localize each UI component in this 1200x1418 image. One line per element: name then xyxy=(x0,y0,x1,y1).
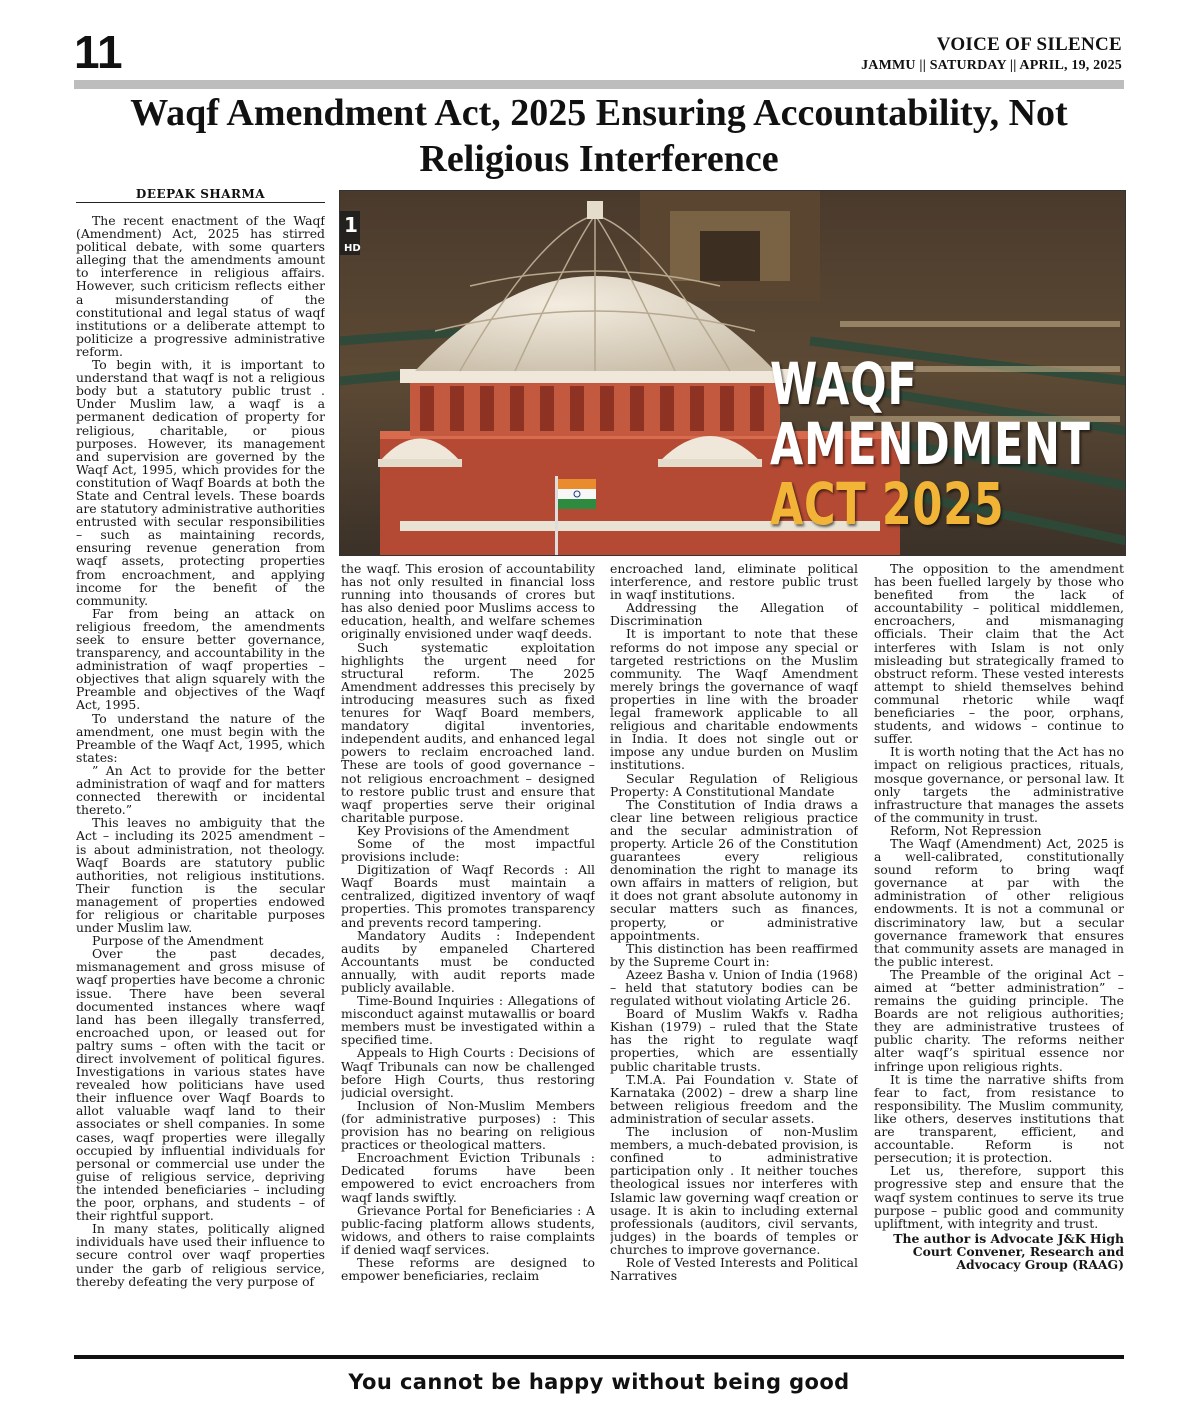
channel-badge-number: 1 xyxy=(344,213,358,237)
case-item: Azeez Basha v. Union of India (1968) – held that statutory bodies can be regulated without violating Article 26. xyxy=(610,966,858,1009)
photo-text-line2: AMENDMENT xyxy=(770,410,1091,478)
paragraph: It is time the narrative shifts from fear to fact, from resistance to responsibility. The Muslim community, like others, deserves institutions that are transparent, efficient, and accountable. Reform is not persecution; it is protection. xyxy=(874,1071,1124,1166)
photo-caption-overlay xyxy=(770,350,1126,538)
provision-item: Appeals to High Courts : Decisions of Waqf Tribunals can now be challenged before High Courts, thus restoring judicial oversight. xyxy=(341,1045,595,1100)
paragraph: The inclusion of non-Muslim members, a much-debated provision, is confined to administrative participation only . It neither touches theological issues nor interferes with Islamic law governing waqf creation or usage. It is akin to including external professionals (auditors, civil servants, judges) in the boards of temples or churches to improve governance. xyxy=(610,1124,858,1257)
channel-badge xyxy=(344,213,361,254)
paragraph-continued: the waqf. This erosion of accountability has not only resulted in financial loss running into thousands of crores but has also denied poor Muslims access to education, health, and welfare schemes originally envisioned under waqf deeds. xyxy=(341,562,595,642)
bottom-rule xyxy=(74,1355,1124,1359)
byline: DEEPAK SHARMA xyxy=(135,187,266,201)
paragraph: This leaves no ambiguity that the Act – including its 2025 amendment – is about administration, not theology. Waqf Boards are statutory public authorities, not religious institutions. Their function is the secular management of properties endowed for religious or charitable purposes under Muslim law. xyxy=(76,815,325,936)
page-number: 11 xyxy=(74,26,123,78)
article-column-1 xyxy=(76,214,325,1344)
byline-rule xyxy=(76,202,325,203)
paragraph: In many states, politically aligned individuals have used their influence to secure control over waqf properties under the garb of religious service, thereby defeating the very purpose of xyxy=(76,1221,325,1289)
case-item: T.M.A. Pai Foundation v. State of Karnataka (2002) – drew a sharp line between religious freedom and the administration of secular assets. xyxy=(610,1071,858,1126)
headline-line2: Religious Interference xyxy=(419,138,779,180)
paragraph: It is worth noting that the Act has no impact on religious practices, rituals, mosque governance, or personal law. It only targets the administrative infrastructure that manages the assets of the community in trust. xyxy=(874,744,1124,825)
article-photo xyxy=(339,190,1126,556)
paragraph: It is important to note that these reforms do not impose any special or targeted restrictions on the Muslim community. The Waqf Amendment merely brings the governance of waqf properties in line with the broader legal framework applicable to all religious and charitable endowments in India. It does not single out or impose any undue burden on Muslim institutions. xyxy=(610,626,858,773)
paragraph: The Waqf (Amendment) Act, 2025 is a well-calibrated, constitutionally sound reform to bring waqf governance at par with the administration of other religious endowments. It is not a communal or discriminatory law, but a secular governance framework that ensures that community assets are managed in the public interest. xyxy=(874,835,1124,969)
paragraph: To understand the nature of the amendment, one must begin with the Preamble of the Waqf Act, 1995, which states: xyxy=(76,710,325,765)
paragraph: The Constitution of India draws a clear line between religious practice and the secular administration of property. Article 26 of the Constitution guarantees every religious denomination the right to manage its own affairs in matters of religion, but it does not grant absolute autonomy in secular matters such as finances, property, or administrative appointments. xyxy=(610,796,858,943)
paragraph: The recent enactment of the Waqf (Amendment) Act, 2025 has stirred political debate, with some quarters alleging that the amendments amount to interference in religious affairs. However, such criticism reflects either a misunderstanding of the constitutional and legal status of waqf institutions or a deliberate attempt to politicize a progressive administrative reform. xyxy=(76,214,325,359)
paragraph: The Preamble of the original Act – aimed at “better administration” – remains the guiding principle. The Boards are not religious authorities; they are administrative trustees of public charity. The reforms neither alter waqf’s spiritual essence nor infringe upon religious rights. xyxy=(874,966,1124,1074)
subheading: Role of Vested Interests and Political Narratives xyxy=(610,1254,858,1284)
footer-motto: You cannot be happy without being good xyxy=(348,1370,850,1394)
photo-text-line3: ACT 2025 xyxy=(770,470,1005,538)
dateline: JAMMU || SATURDAY || APRIL, 19, 2025 xyxy=(861,58,1122,73)
subheading: Secular Regulation of Religious Property: A Constitutional Mandate xyxy=(610,770,858,799)
subheading: Addressing the Allegation of Discrimination xyxy=(610,600,858,629)
provision-item: Encroachment Eviction Tribunals : Dedicated forums have been empowered to evict encroachers from waqf lands swiftly. xyxy=(341,1150,595,1205)
paragraph: The opposition to the amendment has been fuelled largely by those who benefited from the lack of accountability – political middlemen, encroachers, and mismanaging officials. Their claim that the Act interferes with Islam is not only misleading but strategically framed to obstruct reform. These vested interests attempt to shield themselves behind communal rhetoric while waqf beneficiaries – the poor, orphans, students, and widows – continue to suffer. xyxy=(874,562,1124,747)
article-column-3 xyxy=(610,562,858,1344)
channel-badge-hd: HD xyxy=(344,243,361,254)
subheading: Purpose of the Amendment xyxy=(92,933,264,949)
headline-line1: Waqf Amendment Act, 2025 Ensuring Accountability, Not xyxy=(130,92,1068,134)
headline xyxy=(74,90,1124,182)
paragraph: Some of the most impactful provisions include: xyxy=(341,835,595,865)
newspaper-name: VOICE OF SILENCE xyxy=(936,34,1122,55)
paragraph: Such systematic exploitation highlights the urgent need for structural reform. The 2025 Amendment addresses this precisely by introducing measures such as fixed tenures for Waqf Board members, mandatory digital inventories, independent audits, and enhanced legal powers to reclaim encroached land. These are tools of good governance – not religious encroachment – designed to restore public trust and ensure that waqf properties serve their original charitable purpose. xyxy=(341,639,595,825)
photo-text-line1: WAQF xyxy=(770,350,918,418)
quote: ” An Act to provide for the better administration of waqf and for matters connected therewith or incidental thereto.” xyxy=(76,762,325,818)
paragraph-continued: encroached land, eliminate political interference, and restore public trust in waqf institutions. xyxy=(610,562,858,603)
paragraph: Far from being an attack on religious freedom, the amendments seek to ensure better governance, transparency, and accountability in the administration of waqf properties – objectives that align squarely with the Preamble and objectives of the Waqf Act, 1995. xyxy=(76,605,325,713)
author-credit: The author is Advocate J&K High Court Convener, Research and Advocacy Group (RAAG) xyxy=(893,1230,1124,1272)
article-column-4 xyxy=(874,562,1124,1344)
paragraph: These reforms are designed to empower beneficiaries, reclaim xyxy=(341,1254,595,1284)
provision-item: Grievance Portal for Beneficiaries : A public-facing platform allows students, widows, and others to raise complaints if denied waqf services. xyxy=(341,1202,595,1257)
top-rule xyxy=(74,80,1124,89)
paragraph: Let us, therefore, support this progressive step and ensure that the waqf system continues to serve its true purpose – public good and community upliftment, with integrity and trust. xyxy=(874,1163,1124,1231)
article-column-2 xyxy=(341,562,595,1344)
paragraph: This distinction has been reaffirmed by the Supreme Court in: xyxy=(610,940,858,969)
subheading: Reform, Not Repression xyxy=(890,822,1042,838)
subheading: Key Provisions of the Amendment xyxy=(357,822,570,838)
paragraph: To begin with, it is important to understand that waqf is not a religious body but a statutory public trust . Under Muslim law, a waqf is a permanent dedication of property for religious, charitable, or pious purposes. However, its management and supervision are governed by the Waqf Act, 1995, which provides for the constitution of Waqf Boards at both the State and Central levels. These boards are statutory administrative authorities entrusted with secular responsibilities – such as maintaining records, ensuring revenue generation from waqf assets, protecting properties from encroachment, and applying income for the benefit of the community. xyxy=(76,357,325,608)
paragraph: Over the past decades, mismanagement and gross misuse of waqf properties have become a chronic issue. There have been several documented instances where waqf land has been illegally transferred, encroached upon, or leased out for paltry sums – often with the tacit or direct involvement of political figures. Investigations in various states have revealed how politicians have used their influence over Waqf Boards to allot valuable waqf land to their associates or shell companies. In some cases, waqf properties were illegally occupied by influential individuals for personal or commercial use under the guise of religious service, depriving the intended beneficiaries – including the poor, orphans, and students – of their rightful support. xyxy=(76,946,325,1224)
provision-item: Inclusion of Non-Muslim Members (for administrative purposes) : This provision has no bearing on religious practices or theological matters. xyxy=(341,1097,595,1153)
provision-item: Digitization of Waqf Records : All Waqf Boards must maintain a centralized, digitized inventory of waqf properties. This promotes transparency and prevents record tampering. xyxy=(341,862,595,930)
provision-item: Mandatory Audits : Independent audits by empaneled Chartered Accountants must be conducted annually, with audit reports made publicly available. xyxy=(341,927,595,995)
case-item: Board of Muslim Wakfs v. Radha Kishan (1979) – ruled that the State has the right to regulate waqf properties, which are essentially public charitable trusts. xyxy=(610,1006,858,1074)
provision-item: Time-Bound Inquiries : Allegations of misconduct against mutawallis or board members must be investigated within a specified time. xyxy=(341,993,595,1048)
